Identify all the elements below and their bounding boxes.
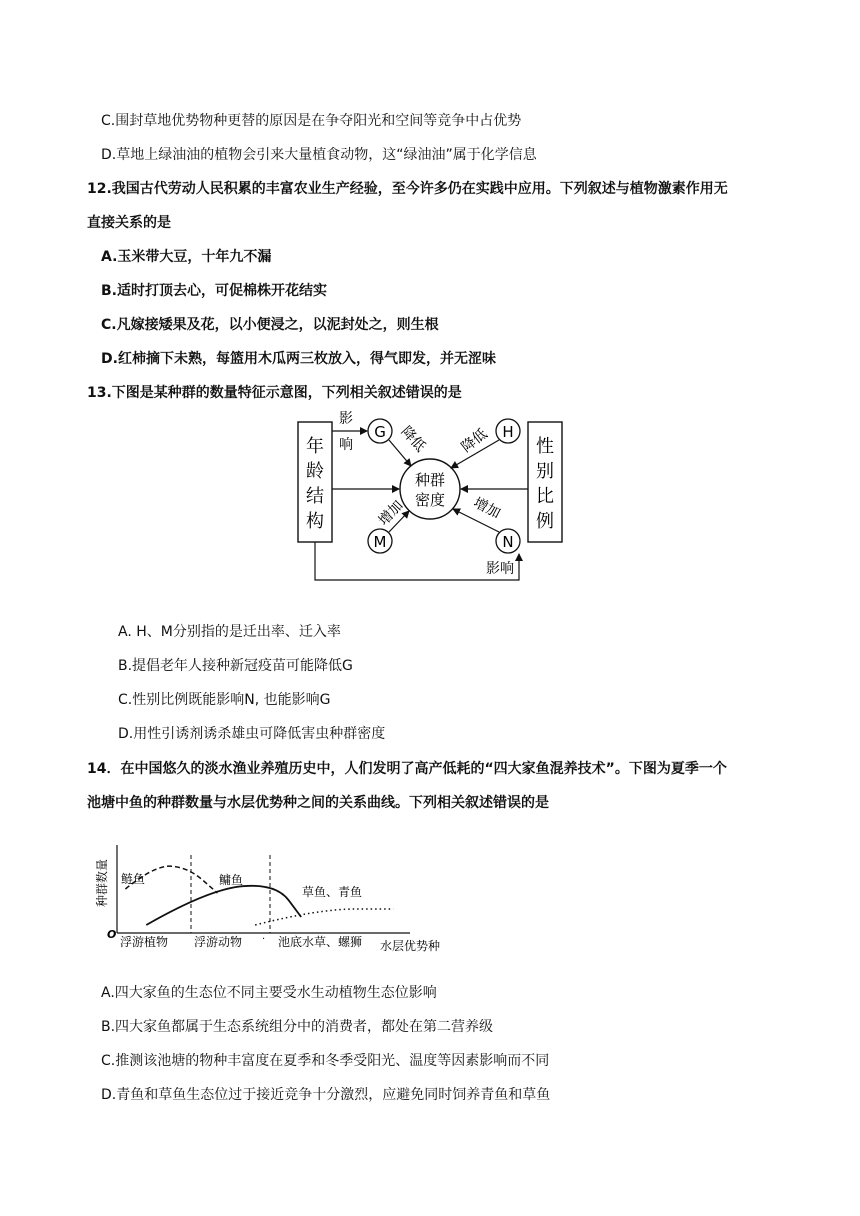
chart-xlabel: 水层优势种 [380, 939, 441, 953]
node-h-label: H [502, 423, 514, 441]
sex-char-4: 例 [536, 511, 554, 532]
q12-option-d: D.红柿摘下未熟，每篮用木瓜两三枚放入，得气即发，并无涩味 [101, 351, 496, 367]
decrease-label-left: 降低 [397, 423, 429, 456]
chart-series-labels [121, 872, 362, 899]
center-label-1: 种群 [414, 471, 446, 489]
q13-option-d: D.用性引诱剂诱杀雄虫可降低害虫种群密度 [118, 726, 386, 742]
influence-bottom: 影响 [486, 561, 514, 577]
q14-option-d: D.青鱼和草鱼生态位过于接近竞争十分激烈，应避免同时饲养青鱼和草鱼 [101, 1087, 551, 1103]
age-char-3: 结 [306, 486, 324, 507]
node-n-label: N [502, 533, 514, 551]
x-region-label-1: 浮游植物 [120, 935, 169, 949]
fish-population-chart [95, 845, 475, 965]
q12-option-a: A.玉米带大豆，十年九不漏 [101, 249, 272, 265]
sex-char-3: 比 [536, 486, 554, 507]
increase-label-right: 增加 [470, 494, 503, 522]
q12-stem-line2: 直接关系的是 [87, 215, 171, 231]
q12-option-c: C.凡嫁接矮果及花，以小便浸之，以泥封处之，则生根 [101, 317, 439, 333]
decrease-label-right: 降低 [458, 425, 491, 456]
q14-option-b: B.四大家鱼都属于生态系统组分中的消费者，都处在第二营养级 [101, 1019, 494, 1035]
q11-option-c: C.围封草地优势物种更替的原因是在争夺阳光和空间等竞争中占优势 [101, 113, 522, 129]
q12-option-b: B.适时打顶去心，可促棉株开花结实 [101, 283, 327, 299]
influence-top-1: 影 [339, 411, 353, 427]
center-label-2: 密度 [414, 491, 446, 509]
x-region-label-3: 池底水草、螺狮 [278, 935, 363, 949]
q14-stem-line1: 14．在中国悠久的淡水渔业养殖历史中，人们发明了高产低耗的“四大家鱼混养技术”。下图为夏季一个 [87, 761, 727, 777]
increase-label-left: 增加 [375, 497, 407, 529]
q12-stem-line1: 12.我国古代劳动人民积累的丰富农业生产经验，至今许多仍在实践中应用。下列叙述与植物激素作用无 [87, 181, 728, 197]
node-g-label: G [374, 423, 386, 441]
population-diagram [290, 410, 570, 585]
chart-origin-label: O [107, 928, 117, 941]
age-char-2: 龄 [306, 461, 324, 482]
series-label-2: 草鱼、青鱼 [302, 885, 363, 899]
sex-char-1: 性 [536, 436, 554, 457]
node-m-label: M [373, 533, 387, 551]
sex-char-2: 别 [536, 461, 554, 482]
q14-stem-line2: 池塘中鱼的种群数量与水层优势种之间的关系曲线。下列相关叙述错误的是 [87, 795, 549, 811]
age-char-4: 构 [306, 511, 324, 532]
series-line-2 [255, 909, 393, 925]
q11-option-d: D.草地上绿油油的植物会引来大量植食动物，这“绿油油”属于化学信息 [101, 147, 537, 163]
q14-option-a: A.四大家鱼的生态位不同主要受水生动植物生态位影响 [101, 985, 437, 1001]
q13-option-b: B.提倡老年人接种新冠疫苗可能降低G [118, 658, 353, 674]
q13-option-c: C.性别比例既能影响N, 也能影响G [118, 692, 331, 708]
chart-ylabel: 种群数量 [95, 858, 109, 908]
influence-top-2: 响 [339, 437, 353, 453]
age-char-1: 年 [306, 436, 324, 457]
x-region-label-2: 浮游动物 [194, 935, 243, 949]
q13-option-a: A. H、M分别指的是迁出率、迁入率 [118, 624, 341, 640]
q14-option-c: C.推测该池塘的物种丰富度在夏季和冬季受阳光、温度等因素影响而不同 [101, 1053, 550, 1069]
series-label-0: 鲢鱼 [121, 872, 146, 886]
series-label-1: 鳙鱼 [219, 873, 244, 887]
x-region-tick-dot: · [262, 934, 266, 945]
q13-stem: 13.下图是某种群的数量特征示意图，下列相关叙述错误的是 [87, 385, 462, 401]
